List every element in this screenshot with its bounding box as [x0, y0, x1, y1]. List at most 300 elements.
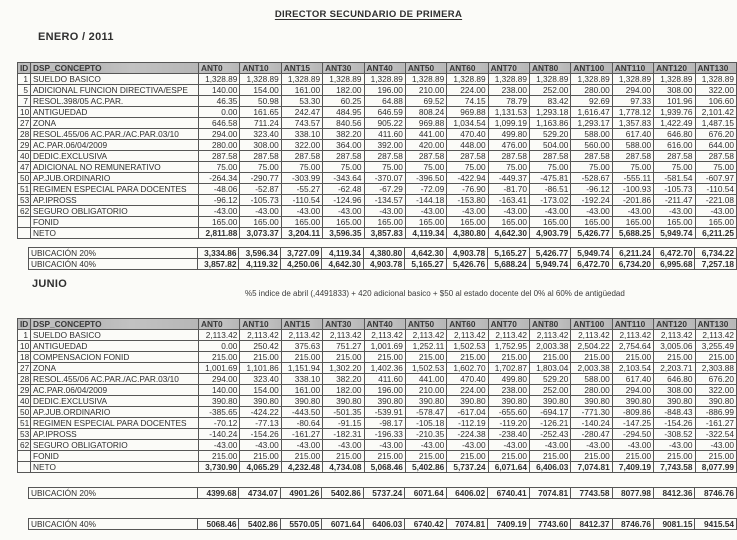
- column-header-ant40: ANT40: [364, 319, 405, 330]
- value-cell: 322.00: [695, 85, 737, 96]
- value-cell: 215.00: [240, 352, 281, 363]
- value-cell: 504.00: [530, 140, 571, 151]
- value-cell: 2,113.42: [199, 330, 240, 341]
- value-cell: 411.60: [364, 374, 405, 385]
- value-cell: 308.00: [654, 85, 695, 96]
- value-cell: 6071.64: [322, 519, 363, 530]
- value-cell: 2,754.64: [612, 341, 653, 352]
- table-row: [18, 206, 737, 217]
- concepto-cell: AP.IPROSS: [31, 195, 199, 206]
- row-id-cell: 5: [18, 85, 31, 96]
- concepto-cell: AP.JUB.ORDINARIO: [31, 407, 199, 418]
- value-cell: 2,113.42: [612, 330, 653, 341]
- column-header-ant110: ANT110: [612, 319, 653, 330]
- value-cell: 215.00: [488, 352, 529, 363]
- value-cell: -528.67: [571, 173, 612, 184]
- row-id-cell: 40: [18, 396, 31, 407]
- value-cell: 215.00: [364, 451, 405, 462]
- value-cell: 215.00: [364, 352, 405, 363]
- value-cell: 2,113.42: [447, 330, 488, 341]
- value-cell: 250.42: [240, 341, 281, 352]
- value-cell: 4,065.29: [240, 462, 281, 473]
- value-cell: -81.70: [488, 184, 529, 195]
- value-cell: 2,113.42: [695, 330, 737, 341]
- table-row: [18, 85, 737, 96]
- value-cell: 711.24: [240, 118, 281, 129]
- table-row: [18, 74, 737, 85]
- value-cell: 2,113.42: [323, 330, 364, 341]
- ubicacion-label-cell: UBICACIÓN 40%: [29, 259, 198, 270]
- value-cell: 6,071.64: [488, 462, 529, 473]
- value-cell: 1,001.69: [364, 341, 405, 352]
- value-cell: 448.00: [447, 140, 488, 151]
- value-cell: 5402.86: [322, 488, 363, 499]
- value-cell: 1,034.54: [447, 118, 488, 129]
- value-cell: 161.00: [281, 85, 322, 96]
- value-cell: 4,642.30: [322, 259, 363, 270]
- value-cell: 215.00: [654, 352, 695, 363]
- concepto-cell: ANTIGUEDAD: [31, 341, 199, 352]
- value-cell: 83.42: [530, 96, 571, 107]
- value-cell: 215.00: [323, 352, 364, 363]
- column-header-ant30: ANT30: [323, 319, 364, 330]
- row-id-cell: 40: [18, 151, 31, 162]
- value-cell: 165.00: [364, 217, 405, 228]
- value-cell: -555.11: [612, 173, 653, 184]
- header-row: [18, 63, 737, 74]
- value-cell: 5737.24: [363, 488, 404, 499]
- value-cell: 4,119.32: [239, 259, 280, 270]
- column-header-ant70: ANT70: [488, 63, 529, 74]
- value-cell: 676.20: [695, 129, 737, 140]
- value-cell: 5,949.74: [529, 259, 570, 270]
- value-cell: 5,426.77: [529, 248, 570, 259]
- value-cell: 6406.03: [363, 519, 404, 530]
- value-cell: -105.73: [240, 195, 281, 206]
- value-cell: 646.59: [364, 107, 405, 118]
- value-cell: 165.00: [323, 217, 364, 228]
- value-cell: 441.00: [405, 374, 446, 385]
- value-cell: -119.20: [488, 418, 529, 429]
- column-header-ant50: ANT50: [405, 63, 446, 74]
- ubicacion-row: [29, 488, 737, 499]
- value-cell: -43.00: [323, 440, 364, 451]
- value-cell: 1,328.89: [530, 74, 571, 85]
- value-cell: 5402.86: [239, 519, 280, 530]
- value-cell: 1,293.17: [571, 118, 612, 129]
- value-cell: 238.00: [488, 385, 529, 396]
- value-cell: -210.35: [405, 429, 446, 440]
- value-cell: -43.00: [364, 440, 405, 451]
- value-cell: 287.58: [447, 151, 488, 162]
- value-cell: 3,727.09: [280, 248, 321, 259]
- value-cell: -221.08: [695, 195, 737, 206]
- value-cell: 808.24: [405, 107, 446, 118]
- value-cell: 390.80: [240, 396, 281, 407]
- row-id-cell: 50: [18, 173, 31, 184]
- value-cell: 140.00: [199, 385, 240, 396]
- value-cell: -694.17: [530, 407, 571, 418]
- table-row: [18, 352, 737, 363]
- value-cell: 390.80: [654, 396, 695, 407]
- value-cell: 7,257.18: [695, 259, 737, 270]
- concepto-cell: FONID: [31, 451, 199, 462]
- value-cell: 3,857.83: [364, 228, 405, 239]
- value-cell: 196.00: [364, 385, 405, 396]
- value-cell: 2,113.42: [405, 330, 446, 341]
- value-cell: 7743.60: [529, 519, 570, 530]
- value-cell: -96.12: [571, 184, 612, 195]
- value-cell: -43.00: [488, 440, 529, 451]
- column-header-ant120: ANT120: [654, 319, 695, 330]
- value-cell: 4,232.48: [281, 462, 322, 473]
- value-cell: 8,077.99: [695, 462, 737, 473]
- column-header-ant30: ANT30: [323, 63, 364, 74]
- value-cell: 1,001.69: [199, 363, 240, 374]
- value-cell: 3,204.11: [281, 228, 322, 239]
- value-cell: 308.00: [654, 385, 695, 396]
- value-cell: 287.58: [488, 151, 529, 162]
- value-cell: 4,119.34: [405, 228, 446, 239]
- value-cell: -43.00: [281, 440, 322, 451]
- value-cell: 50.98: [240, 96, 281, 107]
- value-cell: 97.33: [612, 96, 653, 107]
- value-cell: -43.00: [447, 440, 488, 451]
- value-cell: 287.58: [323, 151, 364, 162]
- value-cell: 75.00: [695, 162, 737, 173]
- value-cell: 215.00: [695, 451, 737, 462]
- value-cell: 287.58: [364, 151, 405, 162]
- value-cell: 484.95: [323, 107, 364, 118]
- value-cell: 8746.76: [695, 488, 737, 499]
- column-header-ant15: ANT15: [281, 319, 322, 330]
- value-cell: -173.02: [530, 195, 571, 206]
- concepto-cell: ADICIONAL NO REMUNERATIVO: [31, 162, 199, 173]
- value-cell: 215.00: [323, 451, 364, 462]
- column-header-ant40: ANT40: [364, 63, 405, 74]
- value-cell: 165.00: [199, 217, 240, 228]
- value-cell: 154.00: [240, 385, 281, 396]
- value-cell: -67.29: [364, 184, 405, 195]
- value-cell: 2,113.42: [571, 330, 612, 341]
- value-cell: 53.30: [281, 96, 322, 107]
- value-cell: 9081.15: [653, 519, 694, 530]
- value-cell: 75.00: [488, 162, 529, 173]
- value-cell: -43.00: [654, 206, 695, 217]
- value-cell: 75.00: [364, 162, 405, 173]
- value-cell: 5,068.46: [364, 462, 405, 473]
- row-id-cell: 7: [18, 96, 31, 107]
- value-cell: -163.41: [488, 195, 529, 206]
- value-cell: 1,778.12: [612, 107, 653, 118]
- value-cell: 215.00: [530, 352, 571, 363]
- value-cell: 7,743.58: [654, 462, 695, 473]
- value-cell: -196.33: [364, 429, 405, 440]
- value-cell: 4734.07: [239, 488, 280, 499]
- column-header-ant60: ANT60: [447, 319, 488, 330]
- value-cell: 5,402.86: [405, 462, 446, 473]
- table-row: [18, 385, 737, 396]
- enero-salary-table: [17, 62, 737, 239]
- value-cell: 6071.64: [405, 488, 446, 499]
- value-cell: 69.52: [405, 96, 446, 107]
- value-cell: 161.65: [240, 107, 281, 118]
- value-cell: 470.40: [447, 374, 488, 385]
- ubicacion-label-cell: UBICACIÓN 40%: [29, 519, 198, 530]
- junio-salary-table: [17, 318, 737, 473]
- value-cell: -126.21: [530, 418, 571, 429]
- column-header-ant60: ANT60: [447, 63, 488, 74]
- value-cell: -475.81: [530, 173, 571, 184]
- table-row: [18, 451, 737, 462]
- value-cell: 529.20: [530, 374, 571, 385]
- value-cell: 140.00: [199, 85, 240, 96]
- value-cell: 75.00: [323, 162, 364, 173]
- value-cell: 215.00: [281, 451, 322, 462]
- value-cell: 1,328.89: [281, 74, 322, 85]
- value-cell: 165.00: [281, 217, 322, 228]
- value-cell: 1,328.89: [612, 74, 653, 85]
- value-cell: 5,165.27: [488, 248, 529, 259]
- value-cell: -43.00: [530, 440, 571, 451]
- value-cell: 390.80: [530, 396, 571, 407]
- value-cell: 1,163.86: [530, 118, 571, 129]
- column-header-id: ID: [18, 63, 31, 74]
- value-cell: -43.00: [695, 206, 737, 217]
- value-cell: 1,939.76: [654, 107, 695, 118]
- value-cell: 364.00: [323, 140, 364, 151]
- junio-ubicacion-20-table: [28, 487, 737, 499]
- value-cell: 215.00: [447, 451, 488, 462]
- value-cell: 4399.68: [198, 488, 239, 499]
- value-cell: -140.24: [571, 418, 612, 429]
- value-cell: 322.00: [281, 140, 322, 151]
- value-cell: 215.00: [571, 352, 612, 363]
- value-cell: 280.00: [571, 385, 612, 396]
- value-cell: 287.58: [530, 151, 571, 162]
- value-cell: -105.18: [405, 418, 446, 429]
- value-cell: -303.99: [281, 173, 322, 184]
- value-cell: 0.00: [199, 107, 240, 118]
- value-cell: 2,811.88: [199, 228, 240, 239]
- value-cell: 215.00: [488, 451, 529, 462]
- value-cell: -224.38: [447, 429, 488, 440]
- ubicacion-row: [29, 248, 737, 259]
- concepto-cell: ZONA: [31, 363, 199, 374]
- table-row: [18, 96, 737, 107]
- value-cell: 1,752.95: [488, 341, 529, 352]
- value-cell: -848.43: [654, 407, 695, 418]
- value-cell: 3,596.35: [323, 228, 364, 239]
- value-cell: -52.87: [240, 184, 281, 195]
- value-cell: -144.18: [405, 195, 446, 206]
- table-row: [18, 162, 737, 173]
- column-header-dsp_concepto: DSP_CONCEPTO: [31, 319, 199, 330]
- value-cell: 46.35: [199, 96, 240, 107]
- value-cell: 616.00: [654, 140, 695, 151]
- value-cell: 8077.98: [612, 488, 653, 499]
- row-id-cell: 10: [18, 341, 31, 352]
- value-cell: -886.99: [695, 407, 737, 418]
- value-cell: 338.10: [281, 374, 322, 385]
- concepto-cell: SEGURO OBLIGATORIO: [31, 206, 199, 217]
- value-cell: 676.20: [695, 374, 737, 385]
- column-header-ant70: ANT70: [488, 319, 529, 330]
- value-cell: 1,602.70: [447, 363, 488, 374]
- concepto-cell: RESOL.398/05 AC.PAR.: [31, 96, 199, 107]
- value-cell: 390.80: [323, 396, 364, 407]
- table-row: [18, 396, 737, 407]
- value-cell: 4,734.08: [323, 462, 364, 473]
- value-cell: 588.00: [571, 374, 612, 385]
- value-cell: 7074.81: [446, 519, 487, 530]
- value-cell: -154.26: [654, 418, 695, 429]
- value-cell: 224.00: [447, 85, 488, 96]
- junio-adjustment-note: %5 indice de abril (,4491833) + 420 adicional basico + $50 al estado docente del 0% al 60% de antigüedad: [245, 289, 625, 298]
- value-cell: -43.00: [612, 206, 653, 217]
- value-cell: 101.96: [654, 96, 695, 107]
- value-cell: 1,803.04: [530, 363, 571, 374]
- column-header-ant50: ANT50: [405, 319, 446, 330]
- value-cell: 215.00: [530, 451, 571, 462]
- value-cell: 390.80: [405, 396, 446, 407]
- value-cell: 1,131.53: [488, 107, 529, 118]
- value-cell: 215.00: [447, 352, 488, 363]
- value-cell: -238.40: [488, 429, 529, 440]
- value-cell: -96.12: [199, 195, 240, 206]
- value-cell: -86.51: [530, 184, 571, 195]
- value-cell: 6,734.22: [695, 248, 737, 259]
- value-cell: 215.00: [405, 352, 446, 363]
- concepto-cell: AC.PAR.06/04/2009: [31, 385, 199, 396]
- column-header-ant0: ANT0: [199, 319, 240, 330]
- value-cell: 6,472.70: [653, 248, 694, 259]
- concepto-cell: AC.PAR.06/04/2009: [31, 140, 199, 151]
- row-id-cell: 53: [18, 195, 31, 206]
- value-cell: -43.00: [654, 440, 695, 451]
- value-cell: 2,003.38: [530, 341, 571, 352]
- value-cell: 165.00: [530, 217, 571, 228]
- value-cell: 5,688.24: [488, 259, 529, 270]
- value-cell: -48.06: [199, 184, 240, 195]
- row-id-cell: 27: [18, 118, 31, 129]
- value-cell: 210.00: [405, 85, 446, 96]
- value-cell: 969.88: [447, 107, 488, 118]
- value-cell: -161.27: [281, 429, 322, 440]
- row-id-cell: 29: [18, 140, 31, 151]
- column-header-id: ID: [18, 319, 31, 330]
- value-cell: 390.80: [695, 396, 737, 407]
- value-cell: -294.50: [612, 429, 653, 440]
- concepto-cell: ADICIONAL FUNCION DIRECTIVA/ESPE: [31, 85, 199, 96]
- value-cell: -43.00: [405, 440, 446, 451]
- value-cell: -578.47: [405, 407, 446, 418]
- value-cell: 2,101.42: [695, 107, 737, 118]
- value-cell: 1,422.49: [654, 118, 695, 129]
- ubicacion-label-cell: UBICACIÓN 20%: [29, 488, 198, 499]
- ubicacion-label-cell: UBICACIÓN 20%: [29, 248, 198, 259]
- table-row: [18, 440, 737, 451]
- value-cell: -110.54: [695, 184, 737, 195]
- value-cell: 165.00: [447, 217, 488, 228]
- value-cell: -211.47: [654, 195, 695, 206]
- value-cell: -161.27: [695, 418, 737, 429]
- concepto-cell: RESOL.455/06 AC.PAR./AC.PAR.03/10: [31, 374, 199, 385]
- value-cell: 751.27: [323, 341, 364, 352]
- value-cell: 3,857.82: [198, 259, 239, 270]
- value-cell: -43.00: [447, 206, 488, 217]
- junio-ubicacion-40-table: [28, 518, 737, 530]
- value-cell: 2,113.42: [530, 330, 571, 341]
- value-cell: 294.00: [612, 385, 653, 396]
- value-cell: 5,165.27: [405, 259, 446, 270]
- value-cell: 287.58: [695, 151, 737, 162]
- value-cell: 1,402.36: [364, 363, 405, 374]
- value-cell: 338.10: [281, 129, 322, 140]
- table-row: [18, 429, 737, 440]
- value-cell: 529.20: [530, 129, 571, 140]
- value-cell: 210.00: [405, 385, 446, 396]
- column-header-ant10: ANT10: [240, 319, 281, 330]
- value-cell: 2,303.88: [695, 363, 737, 374]
- row-id-cell: [18, 217, 31, 228]
- row-id-cell: [18, 228, 31, 239]
- value-cell: 5,737.24: [447, 462, 488, 473]
- value-cell: 165.00: [654, 217, 695, 228]
- value-cell: -322.54: [695, 429, 737, 440]
- value-cell: 2,113.42: [654, 330, 695, 341]
- value-cell: 6,472.70: [571, 259, 612, 270]
- value-cell: 390.80: [447, 396, 488, 407]
- value-cell: 75.00: [654, 162, 695, 173]
- table-row: [18, 140, 737, 151]
- row-id-cell: [18, 451, 31, 462]
- value-cell: -124.96: [323, 195, 364, 206]
- value-cell: -43.00: [364, 206, 405, 217]
- value-cell: 1,328.89: [654, 74, 695, 85]
- value-cell: 4,903.78: [446, 248, 487, 259]
- value-cell: 64.88: [364, 96, 405, 107]
- value-cell: 74.15: [447, 96, 488, 107]
- value-cell: -655.60: [488, 407, 529, 418]
- value-cell: 215.00: [240, 451, 281, 462]
- value-cell: 7743.58: [571, 488, 612, 499]
- column-header-dsp_concepto: DSP_CONCEPTO: [31, 63, 199, 74]
- value-cell: 0.00: [199, 341, 240, 352]
- table-row: [18, 363, 737, 374]
- value-cell: 588.00: [571, 129, 612, 140]
- value-cell: 3,730.90: [199, 462, 240, 473]
- row-id-cell: 18: [18, 352, 31, 363]
- value-cell: -43.00: [199, 440, 240, 451]
- value-cell: 382.20: [323, 129, 364, 140]
- table-row: [18, 418, 737, 429]
- value-cell: 7,074.81: [571, 462, 612, 473]
- row-id-cell: 28: [18, 374, 31, 385]
- value-cell: -100.93: [612, 184, 653, 195]
- concepto-cell: ZONA: [31, 118, 199, 129]
- table-row: [18, 462, 737, 473]
- value-cell: -70.12: [199, 418, 240, 429]
- value-cell: 287.58: [654, 151, 695, 162]
- value-cell: 969.88: [405, 118, 446, 129]
- value-cell: 617.40: [612, 129, 653, 140]
- row-id-cell: [18, 462, 31, 473]
- row-id-cell: 1: [18, 330, 31, 341]
- value-cell: 390.80: [571, 396, 612, 407]
- table-row: [18, 195, 737, 206]
- value-cell: -55.27: [281, 184, 322, 195]
